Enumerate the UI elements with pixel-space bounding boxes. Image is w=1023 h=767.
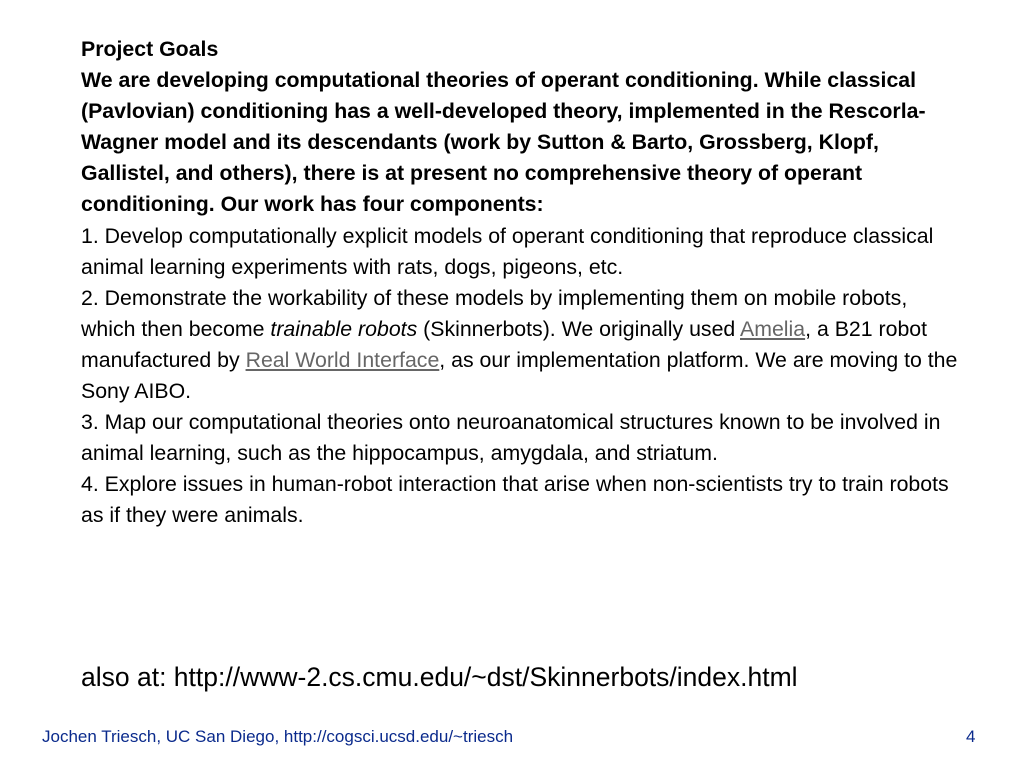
trainable-robots-emphasis: trainable robots — [270, 316, 418, 341]
goal-item-1: 1. Develop computationally explicit models of operant conditioning that reproduce classical animal learning experiments with rats, dogs, pigeons, etc. — [81, 223, 934, 279]
real-world-interface-link[interactable]: Real World Interface — [245, 347, 440, 372]
goal-item-3: 3. Map our computational theories onto neuroanatomical structures known to be involved in animal learning, such as the hippocampus, amygdala, and striatum. — [81, 410, 941, 466]
also-at-url: also at: http://www-2.cs.cmu.edu/~dst/Skinnerbots/index.html — [81, 662, 798, 692]
goal-item-2-text-c: , a B21 robot manufactured by — [81, 316, 928, 372]
amelia-link[interactable]: Amelia — [740, 316, 806, 341]
goal-item-4: 4. Explore issues in human-robot interaction that arise when non-scientists try to train robots as if they were animals. — [81, 472, 949, 528]
goal-item-2 — [81, 283, 961, 407]
slide-body — [81, 34, 961, 532]
goal-item-2-text-b: (Skinnerbots). We originally used — [417, 316, 740, 341]
intro-paragraph: We are developing computational theories of operant conditioning. While classical (Pavlovian) conditioning has a well-developed theory, implemented in the Rescorla-Wagner model and its descendants (work by Sutton & Barto, Grossberg, Klopf, Gallistel, and others), there is at present no comprehensive theory of operant conditioning. Our work has four components: — [81, 68, 926, 217]
goal-item-2-text-d: , as our implementation platform. We are moving to the Sony AIBO. — [81, 347, 958, 404]
page-number: 4 — [966, 727, 976, 746]
goal-item-2-text-a: 2. Demonstrate the workability of these models by implementing them on mobile robots, which then become — [81, 285, 908, 341]
slide-heading: Project Goals — [81, 37, 219, 61]
footer-author: Jochen Triesch, UC San Diego, http://cogsci.ucsd.edu/~triesch — [42, 727, 514, 746]
